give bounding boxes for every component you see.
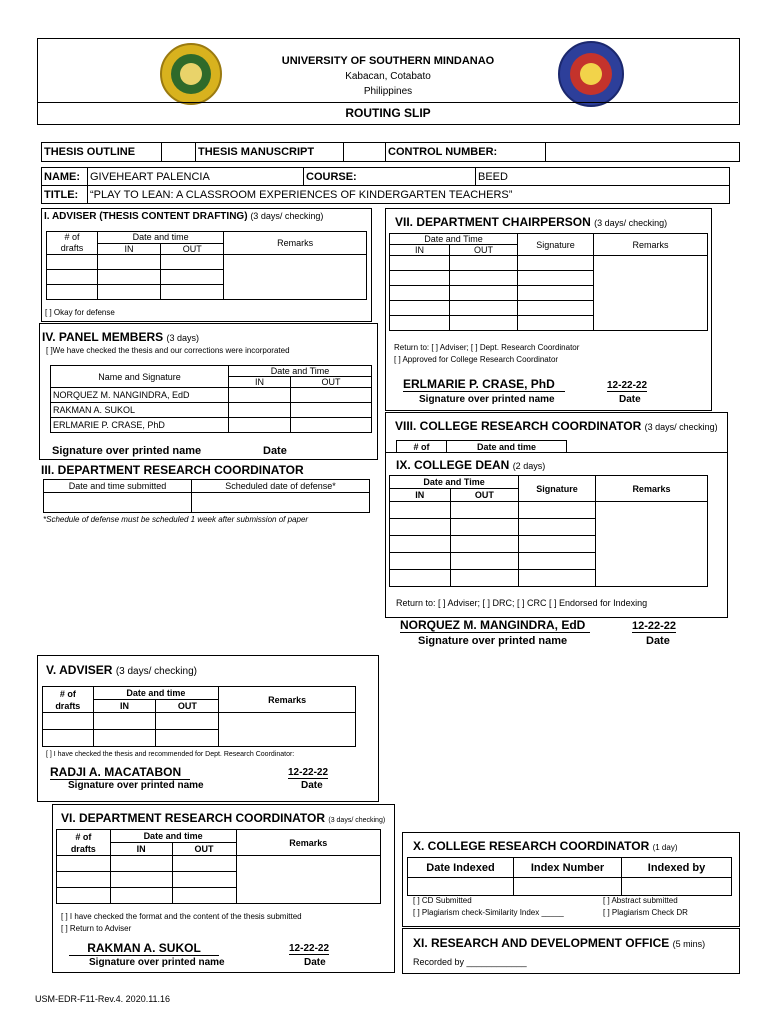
col-date-submitted: Date and time submitted <box>44 480 192 493</box>
section-4-title: IV. PANEL MEMBERS <box>42 330 164 344</box>
col-drafts-2: drafts <box>70 843 96 854</box>
chairperson-signer: ERLMARIE P. CRASE, PhD <box>403 377 565 392</box>
dean-signer: NORQUEZ M. MANGINDRA, EdD <box>400 618 590 633</box>
section-college-research-coordinator-check <box>385 412 728 454</box>
col-in: IN <box>110 843 172 856</box>
col-scheduled-defense: Scheduled date of defense* <box>192 480 370 493</box>
university-country: Philippines <box>363 86 413 97</box>
section-9-note: (2 days) <box>512 461 546 471</box>
adviser-signer: RADJI A. MACATABON <box>50 765 190 780</box>
col-drafts: # of <box>397 441 447 453</box>
adviser-recommendation-table <box>42 686 356 747</box>
coordinator-signer: RAKMAN A. SUKOL <box>69 941 219 956</box>
col-date-indexed: Date Indexed <box>408 858 514 878</box>
col-out: OUT <box>156 700 219 713</box>
thesis-outline-label: THESIS OUTLINE <box>42 143 162 162</box>
col-signature: Signature <box>518 234 594 256</box>
section-5-note: (3 days/ checking) <box>115 666 197 677</box>
col-drafts-1: # of <box>75 831 92 842</box>
col-remarks: Remarks <box>595 476 707 502</box>
section-7-note: (3 days/ checking) <box>594 218 668 228</box>
section-10-note: (1 day) <box>652 843 678 852</box>
panel-members-table <box>50 365 372 433</box>
col-drafts-1: # of <box>59 688 76 699</box>
section-college-research-coordinator-index <box>402 832 740 927</box>
dean-date-label: Date <box>646 635 670 647</box>
control-number-label: CONTROL NUMBER: <box>386 143 546 162</box>
section-adviser-recommendation <box>37 655 379 802</box>
col-name-signature: Name and Signature <box>51 366 229 388</box>
form-code: USM-EDR-F11-Rev.4. 2020.11.16 <box>35 994 171 1004</box>
form-title: ROUTING SLIP <box>345 106 431 120</box>
section-5-title: V. ADVISER <box>46 663 113 677</box>
title-field[interactable]: “PLAY TO LEAN: A CLASSROOM EXPERIENCES OF KINDERGARTEN TEACHERS” <box>88 186 730 204</box>
section-6-title: VI. DEPARTMENT RESEARCH COORDINATOR <box>61 811 326 825</box>
panel-member-2: RAKMAN A. SUKOL <box>51 403 229 418</box>
indexing-table <box>407 857 732 896</box>
section-9-title: IX. COLLEGE DEAN <box>396 458 510 472</box>
recorded-by-field[interactable]: Recorded by ____________ <box>413 957 527 967</box>
col-drafts-2: drafts <box>55 700 81 711</box>
header-box <box>37 38 740 125</box>
col-in: IN <box>229 377 291 388</box>
section-8-title: VIII. COLLEGE RESEARCH COORDINATOR <box>395 419 642 433</box>
university-name: UNIVERSITY OF SOUTHERN MINDANAO <box>281 55 495 67</box>
dept-coordinator-format-table <box>56 829 381 904</box>
chairperson-sig-label: Signature over printed name <box>419 394 555 405</box>
plagiarism-dr-checkbox[interactable]: [ ] Plagiarism Check DR <box>603 908 688 917</box>
chairperson-approved-checkbox[interactable]: [ ] Approved for College Research Coordinator <box>394 355 559 364</box>
col-out: OUT <box>161 243 224 255</box>
abstract-submitted-checkbox[interactable]: [ ] Abstract submitted <box>603 896 678 905</box>
col-out: OUT <box>291 377 372 388</box>
col-remarks: Remarks <box>219 687 356 713</box>
col-datetime: Date and time <box>97 232 223 244</box>
thesis-manuscript-checkbox[interactable] <box>344 143 386 162</box>
section-6-note: (3 days/ checking) <box>328 817 386 824</box>
section-11-note: (5 mins) <box>672 939 706 949</box>
coordinator-date-label: Date <box>304 957 326 968</box>
course-label: COURSE: <box>304 168 390 186</box>
coordinator-sig-label: Signature over printed name <box>89 957 225 968</box>
name-field[interactable]: GIVEHEART PALENCIA <box>88 168 304 186</box>
defense-footnote: *Schedule of defense must be scheduled 1 week after submission of paper <box>43 515 309 524</box>
panel-sig-label: Signature over printed name <box>52 445 202 457</box>
cd-submitted-checkbox[interactable]: [ ] CD Submitted <box>413 896 472 905</box>
chairperson-date: 12-22-22 <box>607 380 648 391</box>
col-out: OUT <box>172 843 236 856</box>
col-in: IN <box>390 489 451 502</box>
section-dept-research-coordinator-format <box>52 804 395 973</box>
col-datetime: Date and Time <box>390 234 518 245</box>
adviser-drafts-table <box>46 231 367 300</box>
col-index-number: Index Number <box>514 858 622 878</box>
section-college-dean <box>385 452 728 618</box>
section-research-development-office <box>402 928 740 974</box>
student-info-table <box>41 167 730 204</box>
adviser-date-label: Date <box>301 780 323 791</box>
panel-statement-checkbox[interactable]: [ ]We have checked the thesis and our corrections were incorporated <box>46 346 290 355</box>
col-in: IN <box>97 243 160 255</box>
col-datetime: Date and Time <box>229 366 372 377</box>
section-adviser-drafting <box>41 208 372 322</box>
col-remarks: Remarks <box>224 232 367 255</box>
defense-schedule-table <box>43 479 370 513</box>
section-dept-research-coordinator <box>41 462 376 532</box>
panel-date-label: Date <box>263 445 287 457</box>
col-datetime: Date and Time <box>390 476 519 489</box>
col-remarks: Remarks <box>594 234 708 256</box>
section-11-title: XI. RESEARCH AND DEVELOPMENT OFFICE <box>413 936 670 950</box>
plagiarism-similarity-checkbox[interactable]: [ ] Plagiarism check-Similarity Index _____ <box>413 908 564 917</box>
adviser-date: 12-22-22 <box>288 767 329 778</box>
dean-date: 12-22-22 <box>632 620 677 632</box>
title-label: TITLE: <box>42 186 88 204</box>
col-drafts-2: drafts <box>60 243 84 253</box>
return-to-adviser-checkbox[interactable]: [ ] Return to Adviser <box>61 924 132 933</box>
col-remarks: Remarks <box>236 830 380 856</box>
section-3-title: III. DEPARTMENT RESEARCH COORDINATOR <box>41 463 304 477</box>
panel-member-1: NORQUEZ M. NANGINDRA, EdD <box>51 388 229 403</box>
chairperson-table <box>389 233 708 331</box>
section-1-title: I. ADVISER (THESIS CONTENT DRAFTING) <box>44 211 248 222</box>
col-out: OUT <box>450 245 518 256</box>
section-8-note: (3 days/ checking) <box>644 422 718 432</box>
col-out: OUT <box>450 489 519 502</box>
chairperson-date-label: Date <box>619 394 641 405</box>
section-10-title: X. COLLEGE RESEARCH COORDINATOR <box>413 839 650 853</box>
okay-for-defense-checkbox[interactable]: [ ] Okay for defense <box>45 308 115 317</box>
control-number-field[interactable] <box>546 143 740 162</box>
section-panel-members <box>39 323 378 460</box>
col-signature: Signature <box>519 476 596 502</box>
col-datetime: Date and time <box>110 830 236 843</box>
thesis-outline-checkbox[interactable] <box>162 143 196 162</box>
section-4-note: (3 days) <box>166 333 199 343</box>
university-city: Kabacan, Cotabato <box>345 71 431 82</box>
panel-member-3: ERLMARIE P. CRASE, PhD <box>51 418 229 433</box>
thesis-manuscript-label: THESIS MANUSCRIPT <box>196 143 344 162</box>
col-datetime: Date and time <box>93 687 219 700</box>
section-7-title: VII. DEPARTMENT CHAIRPERSON <box>395 215 591 229</box>
dean-return-checkboxes[interactable]: Return to: [ ] Adviser; [ ] DRC; [ ] CRC [ ] Endorsed for Indexing <box>396 598 648 608</box>
coordinator-date: 12-22-22 <box>289 943 330 954</box>
col-in: IN <box>390 245 450 256</box>
chairperson-return-checkboxes[interactable]: Return to: [ ] Adviser; [ ] Dept. Research Coordinator <box>394 343 580 352</box>
name-label: NAME: <box>42 168 88 186</box>
col-in: IN <box>93 700 156 713</box>
col-datetime: Date and time <box>447 441 567 453</box>
format-checked-checkbox[interactable]: [ ] I have checked the format and the content of the thesis submitted <box>61 912 302 921</box>
college-dean-table <box>389 475 708 587</box>
section-department-chairperson <box>385 208 712 411</box>
section-1-note: (3 days/ checking) <box>250 211 324 221</box>
document-type-row <box>41 142 740 162</box>
col-drafts-1: # of <box>64 232 80 242</box>
adviser-recommend-checkbox[interactable]: [ ] I have checked the thesis and recommended for Dept. Research Coordinator: <box>46 751 295 758</box>
adviser-sig-label: Signature over printed name <box>68 780 204 791</box>
course-field[interactable]: BEED <box>476 168 730 186</box>
dean-sig-label: Signature over printed name <box>418 635 568 647</box>
col-indexed-by: Indexed by <box>622 858 732 878</box>
